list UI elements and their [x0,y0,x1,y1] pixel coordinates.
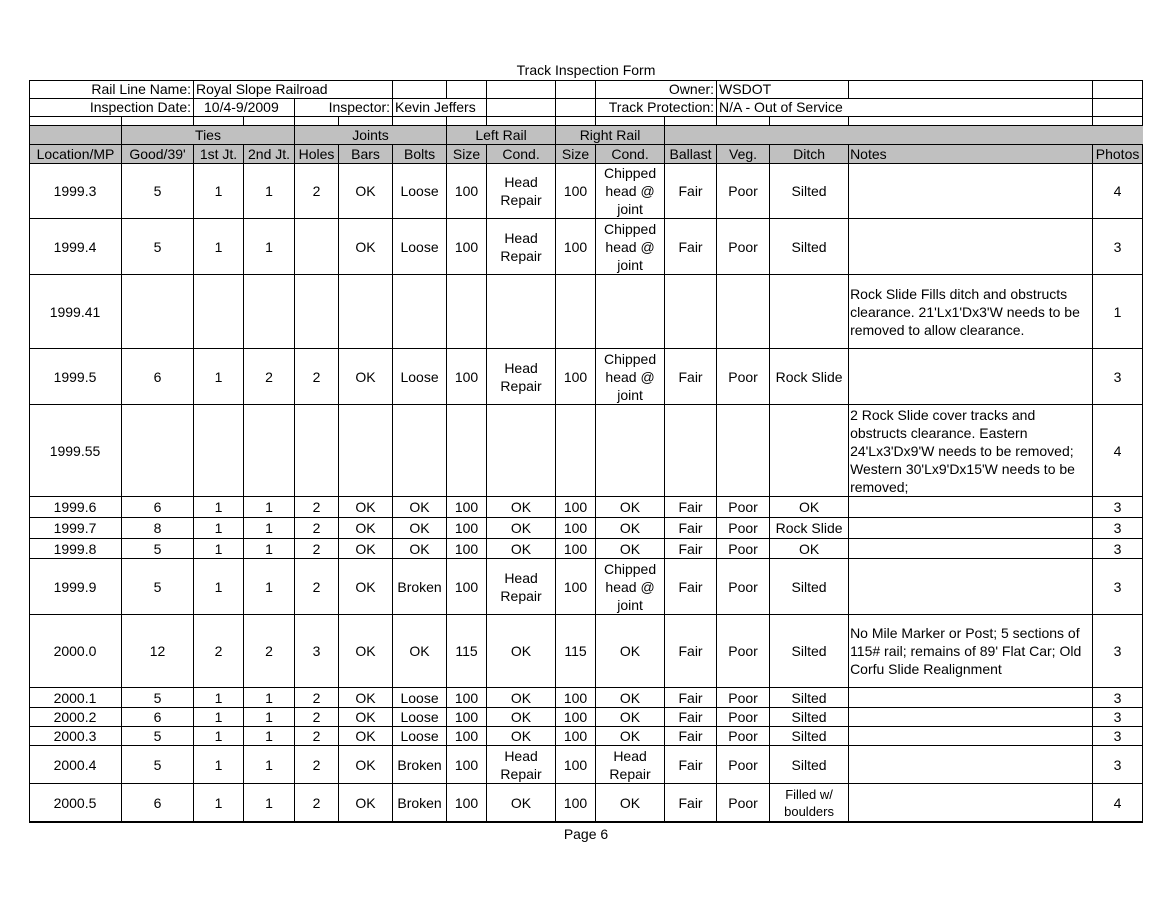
right-size-cell [556,405,596,497]
bars-cell: OK [339,688,393,708]
holes-cell [295,219,339,275]
right-cond-cell [596,405,665,497]
good-ties-cell [122,405,194,497]
ditch-cell: Rock Slide [770,349,849,405]
bolts-cell: Loose [393,708,447,727]
ditch-cell [770,405,849,497]
photos-cell: 3 [1093,615,1143,688]
holes-cell [295,405,339,497]
notes-cell [849,219,1093,275]
notes-cell [849,349,1093,405]
location-cell: 1999.41 [30,275,122,349]
left-cond-cell: OK [487,518,556,539]
table-row [30,164,1143,219]
inspector-label: Inspector: [295,99,393,117]
column-header: Veg. [717,145,770,164]
notes-cell [849,539,1093,559]
second-joint-cell: 1 [244,727,295,746]
bars-cell: OK [339,497,393,518]
left-cond-cell: OK [487,497,556,518]
left-size-cell: 100 [447,559,487,615]
table-row [30,219,1143,275]
group-ties: Ties [122,126,295,145]
ballast-cell [665,405,717,497]
good-ties-cell: 12 [122,615,194,688]
photos-cell: 3 [1093,219,1143,275]
vegetation-cell: Poor [717,219,770,275]
ditch-cell: Silted [770,688,849,708]
column-header: Size [447,145,487,164]
right-size-cell: 100 [556,559,596,615]
right-cond-cell: Head Repair [596,746,665,784]
right-size-cell: 100 [556,518,596,539]
left-size-cell: 100 [447,746,487,784]
good-ties-cell: 8 [122,518,194,539]
bolts-cell: Loose [393,688,447,708]
left-cond-cell: Head Repair [487,164,556,219]
bolts-cell [393,405,447,497]
good-ties-cell: 6 [122,708,194,727]
vegetation-cell: Poor [717,518,770,539]
vegetation-cell: Poor [717,615,770,688]
first-joint-cell: 1 [194,559,244,615]
bolts-cell [393,275,447,349]
ballast-cell: Fair [665,518,717,539]
notes-cell [849,708,1093,727]
bolts-cell: OK [393,539,447,559]
right-cond-cell: OK [596,784,665,823]
holes-cell: 2 [295,518,339,539]
ditch-cell: Silted [770,615,849,688]
left-cond-cell: Head Repair [487,559,556,615]
right-cond-cell: OK [596,727,665,746]
ballast-cell: Fair [665,349,717,405]
bars-cell: OK [339,708,393,727]
bolts-cell: Broken [393,784,447,823]
left-cond-cell: Head Repair [487,219,556,275]
second-joint-cell: 1 [244,708,295,727]
column-header: Cond. [487,145,556,164]
ditch-cell: OK [770,497,849,518]
first-joint-cell: 1 [194,539,244,559]
second-joint-cell: 1 [244,784,295,823]
photos-cell: 3 [1093,518,1143,539]
info-row-1 [30,81,1143,99]
rail-line-value: Royal Slope Railroad [194,81,393,99]
ditch-cell: Filled w/ boulders [770,784,849,823]
second-joint-cell: 2 [244,615,295,688]
location-cell: 1999.5 [30,349,122,405]
ballast-cell: Fair [665,219,717,275]
bolts-cell: OK [393,497,447,518]
left-cond-cell: OK [487,727,556,746]
location-cell: 1999.9 [30,559,122,615]
bolts-cell: Broken [393,559,447,615]
photos-cell: 3 [1093,539,1143,559]
second-joint-cell: 1 [244,688,295,708]
good-ties-cell: 5 [122,539,194,559]
group-header-row [30,126,1143,145]
holes-cell: 2 [295,559,339,615]
left-cond-cell: OK [487,539,556,559]
right-cond-cell: OK [596,688,665,708]
table-row [30,727,1143,746]
column-header: Bolts [393,145,447,164]
spacer-row [30,117,1143,126]
left-cond-cell: OK [487,708,556,727]
photos-cell: 4 [1093,784,1143,823]
ballast-cell: Fair [665,727,717,746]
ditch-cell [770,275,849,349]
left-size-cell: 100 [447,539,487,559]
first-joint-cell: 1 [194,164,244,219]
first-joint-cell: 1 [194,784,244,823]
group-joints: Joints [295,126,447,145]
inspector-value: Kevin Jeffers [393,99,487,117]
second-joint-cell [244,275,295,349]
column-header: Notes [849,145,1093,164]
location-cell: 2000.0 [30,615,122,688]
first-joint-cell: 1 [194,727,244,746]
left-size-cell: 100 [447,518,487,539]
second-joint-cell: 1 [244,518,295,539]
holes-cell: 3 [295,615,339,688]
notes-cell: No Mile Marker or Post; 5 sections of 115# rail; remains of 89' Flat Car; Old Corfu Slide Realignment [849,615,1093,688]
column-header: Good/39' [122,145,194,164]
first-joint-cell: 1 [194,219,244,275]
left-cond-cell: OK [487,688,556,708]
column-header: Photos [1093,145,1143,164]
page-number: Page 6 [563,826,609,842]
good-ties-cell: 5 [122,688,194,708]
bolts-cell: Loose [393,349,447,405]
photos-cell: 3 [1093,727,1143,746]
location-cell: 1999.8 [30,539,122,559]
right-cond-cell: OK [596,539,665,559]
photos-cell: 3 [1093,349,1143,405]
notes-cell: Rock Slide Fills ditch and obstructs clearance. 21'Lx1'Dx3'W needs to be removed to allow clearance. [849,275,1093,349]
right-size-cell: 100 [556,746,596,784]
photos-cell: 4 [1093,405,1143,497]
table-row [30,688,1143,708]
good-ties-cell: 5 [122,219,194,275]
holes-cell: 2 [295,688,339,708]
bars-cell [339,275,393,349]
good-ties-cell: 5 [122,559,194,615]
first-joint-cell: 1 [194,518,244,539]
holes-cell: 2 [295,784,339,823]
second-joint-cell [244,405,295,497]
vegetation-cell [717,275,770,349]
vegetation-cell: Poor [717,164,770,219]
bars-cell: OK [339,727,393,746]
photos-cell: 3 [1093,708,1143,727]
column-header: Cond. [596,145,665,164]
bars-cell: OK [339,559,393,615]
bolts-cell: OK [393,518,447,539]
vegetation-cell: Poor [717,497,770,518]
bars-cell: OK [339,518,393,539]
ballast-cell: Fair [665,559,717,615]
column-header: Size [556,145,596,164]
left-cond-cell [487,275,556,349]
left-cond-cell: OK [487,784,556,823]
inspection-date-label: Inspection Date: [30,99,194,117]
ballast-cell: Fair [665,164,717,219]
photos-cell: 3 [1093,497,1143,518]
ditch-cell: Silted [770,559,849,615]
inspection-table [29,80,1143,823]
notes-cell [849,688,1093,708]
bolts-cell: Broken [393,746,447,784]
left-size-cell [447,405,487,497]
good-ties-cell: 6 [122,497,194,518]
vegetation-cell: Poor [717,349,770,405]
location-cell: 1999.55 [30,405,122,497]
second-joint-cell: 1 [244,164,295,219]
good-ties-cell: 6 [122,784,194,823]
right-cond-cell: Chipped head @ joint [596,164,665,219]
right-size-cell: 100 [556,688,596,708]
right-size-cell [556,275,596,349]
second-joint-cell: 1 [244,539,295,559]
owner-value: WSDOT [717,81,849,99]
right-size-cell: 100 [556,219,596,275]
location-cell: 2000.2 [30,708,122,727]
location-cell: 1999.7 [30,518,122,539]
location-cell: 1999.3 [30,164,122,219]
bars-cell: OK [339,539,393,559]
column-header: Ditch [770,145,849,164]
first-joint-cell: 1 [194,688,244,708]
ballast-cell: Fair [665,784,717,823]
left-cond-cell: Head Repair [487,349,556,405]
left-cond-cell: Head Repair [487,746,556,784]
notes-cell [849,727,1093,746]
left-size-cell: 100 [447,497,487,518]
bolts-cell: OK [393,615,447,688]
vegetation-cell: Poor [717,688,770,708]
bars-cell: OK [339,164,393,219]
ditch-cell: Silted [770,708,849,727]
form-title: Track Inspection Form [516,62,656,78]
holes-cell [295,275,339,349]
track-protection-label: Track Protection: [596,99,717,117]
first-joint-cell [194,405,244,497]
table-row [30,405,1143,497]
ballast-cell: Fair [665,688,717,708]
table-row [30,559,1143,615]
bars-cell: OK [339,219,393,275]
column-header: Bars [339,145,393,164]
right-size-cell: 100 [556,727,596,746]
vegetation-cell: Poor [717,784,770,823]
group-right-rail: Right Rail [556,126,665,145]
left-size-cell: 100 [447,219,487,275]
right-size-cell: 100 [556,349,596,405]
ballast-cell: Fair [665,539,717,559]
table-row [30,615,1143,688]
track-protection-value: N/A - Out of Service [717,99,1093,117]
ballast-cell: Fair [665,746,717,784]
location-cell: 1999.4 [30,219,122,275]
left-size-cell: 100 [447,164,487,219]
right-cond-cell [596,275,665,349]
right-cond-cell: OK [596,615,665,688]
ditch-cell: Silted [770,746,849,784]
notes-cell [849,746,1093,784]
ditch-cell: Silted [770,164,849,219]
holes-cell: 2 [295,746,339,784]
vegetation-cell: Poor [717,539,770,559]
ditch-cell: Rock Slide [770,518,849,539]
good-ties-cell: 5 [122,727,194,746]
notes-cell [849,164,1093,219]
right-cond-cell: OK [596,518,665,539]
vegetation-cell: Poor [717,708,770,727]
first-joint-cell: 1 [194,708,244,727]
vegetation-cell [717,405,770,497]
first-joint-cell [194,275,244,349]
table-row [30,708,1143,727]
bolts-cell: Loose [393,727,447,746]
bars-cell: OK [339,784,393,823]
right-size-cell: 100 [556,539,596,559]
column-header: Holes [295,145,339,164]
notes-cell: 2 Rock Slide cover tracks and obstructs clearance. Eastern 24'Lx3'Dx9'W needs to be removed; Western 30'Lx9'Dx15'W needs to be removed; [849,405,1093,497]
holes-cell: 2 [295,164,339,219]
right-cond-cell: Chipped head @ joint [596,559,665,615]
left-cond-cell [487,405,556,497]
good-ties-cell: 5 [122,746,194,784]
bars-cell: OK [339,746,393,784]
column-header: 2nd Jt. [244,145,295,164]
owner-label: Owner: [596,81,717,99]
column-header: Ballast [665,145,717,164]
vegetation-cell: Poor [717,559,770,615]
ballast-cell [665,275,717,349]
holes-cell: 2 [295,349,339,405]
bolts-cell: Loose [393,164,447,219]
left-cond-cell: OK [487,615,556,688]
bars-cell [339,405,393,497]
rail-line-label: Rail Line Name: [30,81,194,99]
bolts-cell: Loose [393,219,447,275]
photos-cell: 4 [1093,164,1143,219]
location-cell: 2000.5 [30,784,122,823]
holes-cell: 2 [295,708,339,727]
right-size-cell: 100 [556,497,596,518]
table-row [30,275,1143,349]
table-row [30,497,1143,518]
right-size-cell: 100 [556,164,596,219]
group-left-rail: Left Rail [447,126,556,145]
photos-cell: 1 [1093,275,1143,349]
left-size-cell: 115 [447,615,487,688]
left-size-cell: 100 [447,784,487,823]
left-size-cell [447,275,487,349]
right-size-cell: 100 [556,784,596,823]
ballast-cell: Fair [665,708,717,727]
second-joint-cell: 1 [244,219,295,275]
first-joint-cell: 1 [194,746,244,784]
ditch-cell: Silted [770,219,849,275]
left-size-cell: 100 [447,688,487,708]
photos-cell: 3 [1093,559,1143,615]
second-joint-cell: 1 [244,497,295,518]
right-cond-cell: OK [596,497,665,518]
notes-cell [849,497,1093,518]
good-ties-cell: 6 [122,349,194,405]
table-row [30,784,1143,823]
holes-cell: 2 [295,539,339,559]
location-cell: 2000.3 [30,727,122,746]
left-size-cell: 100 [447,349,487,405]
first-joint-cell: 1 [194,497,244,518]
bars-cell: OK [339,615,393,688]
right-cond-cell: Chipped head @ joint [596,219,665,275]
ballast-cell: Fair [665,497,717,518]
location-cell: 1999.6 [30,497,122,518]
ditch-cell: Silted [770,727,849,746]
second-joint-cell: 1 [244,746,295,784]
table-row [30,746,1143,784]
table-row [30,539,1143,559]
holes-cell: 2 [295,497,339,518]
column-header: 1st Jt. [194,145,244,164]
holes-cell: 2 [295,727,339,746]
good-ties-cell [122,275,194,349]
ballast-cell: Fair [665,615,717,688]
location-cell: 2000.4 [30,746,122,784]
bars-cell: OK [339,349,393,405]
right-cond-cell: OK [596,708,665,727]
vegetation-cell: Poor [717,727,770,746]
inspection-date-value: 10/4-9/2009 [194,99,295,117]
table-row [30,349,1143,405]
notes-cell [849,518,1093,539]
table-row [30,518,1143,539]
left-size-cell: 100 [447,708,487,727]
second-joint-cell: 2 [244,349,295,405]
photos-cell: 3 [1093,746,1143,784]
notes-cell [849,784,1093,823]
right-size-cell: 115 [556,615,596,688]
column-header: Location/MP [30,145,122,164]
location-cell: 2000.1 [30,688,122,708]
info-row-2 [30,99,1143,117]
notes-cell [849,559,1093,615]
right-cond-cell: Chipped head @ joint [596,349,665,405]
left-size-cell: 100 [447,727,487,746]
second-joint-cell: 1 [244,559,295,615]
vegetation-cell: Poor [717,746,770,784]
photos-cell: 3 [1093,688,1143,708]
ditch-cell: OK [770,539,849,559]
first-joint-cell: 2 [194,615,244,688]
right-size-cell: 100 [556,708,596,727]
good-ties-cell: 5 [122,164,194,219]
column-header-row [30,145,1143,164]
first-joint-cell: 1 [194,349,244,405]
